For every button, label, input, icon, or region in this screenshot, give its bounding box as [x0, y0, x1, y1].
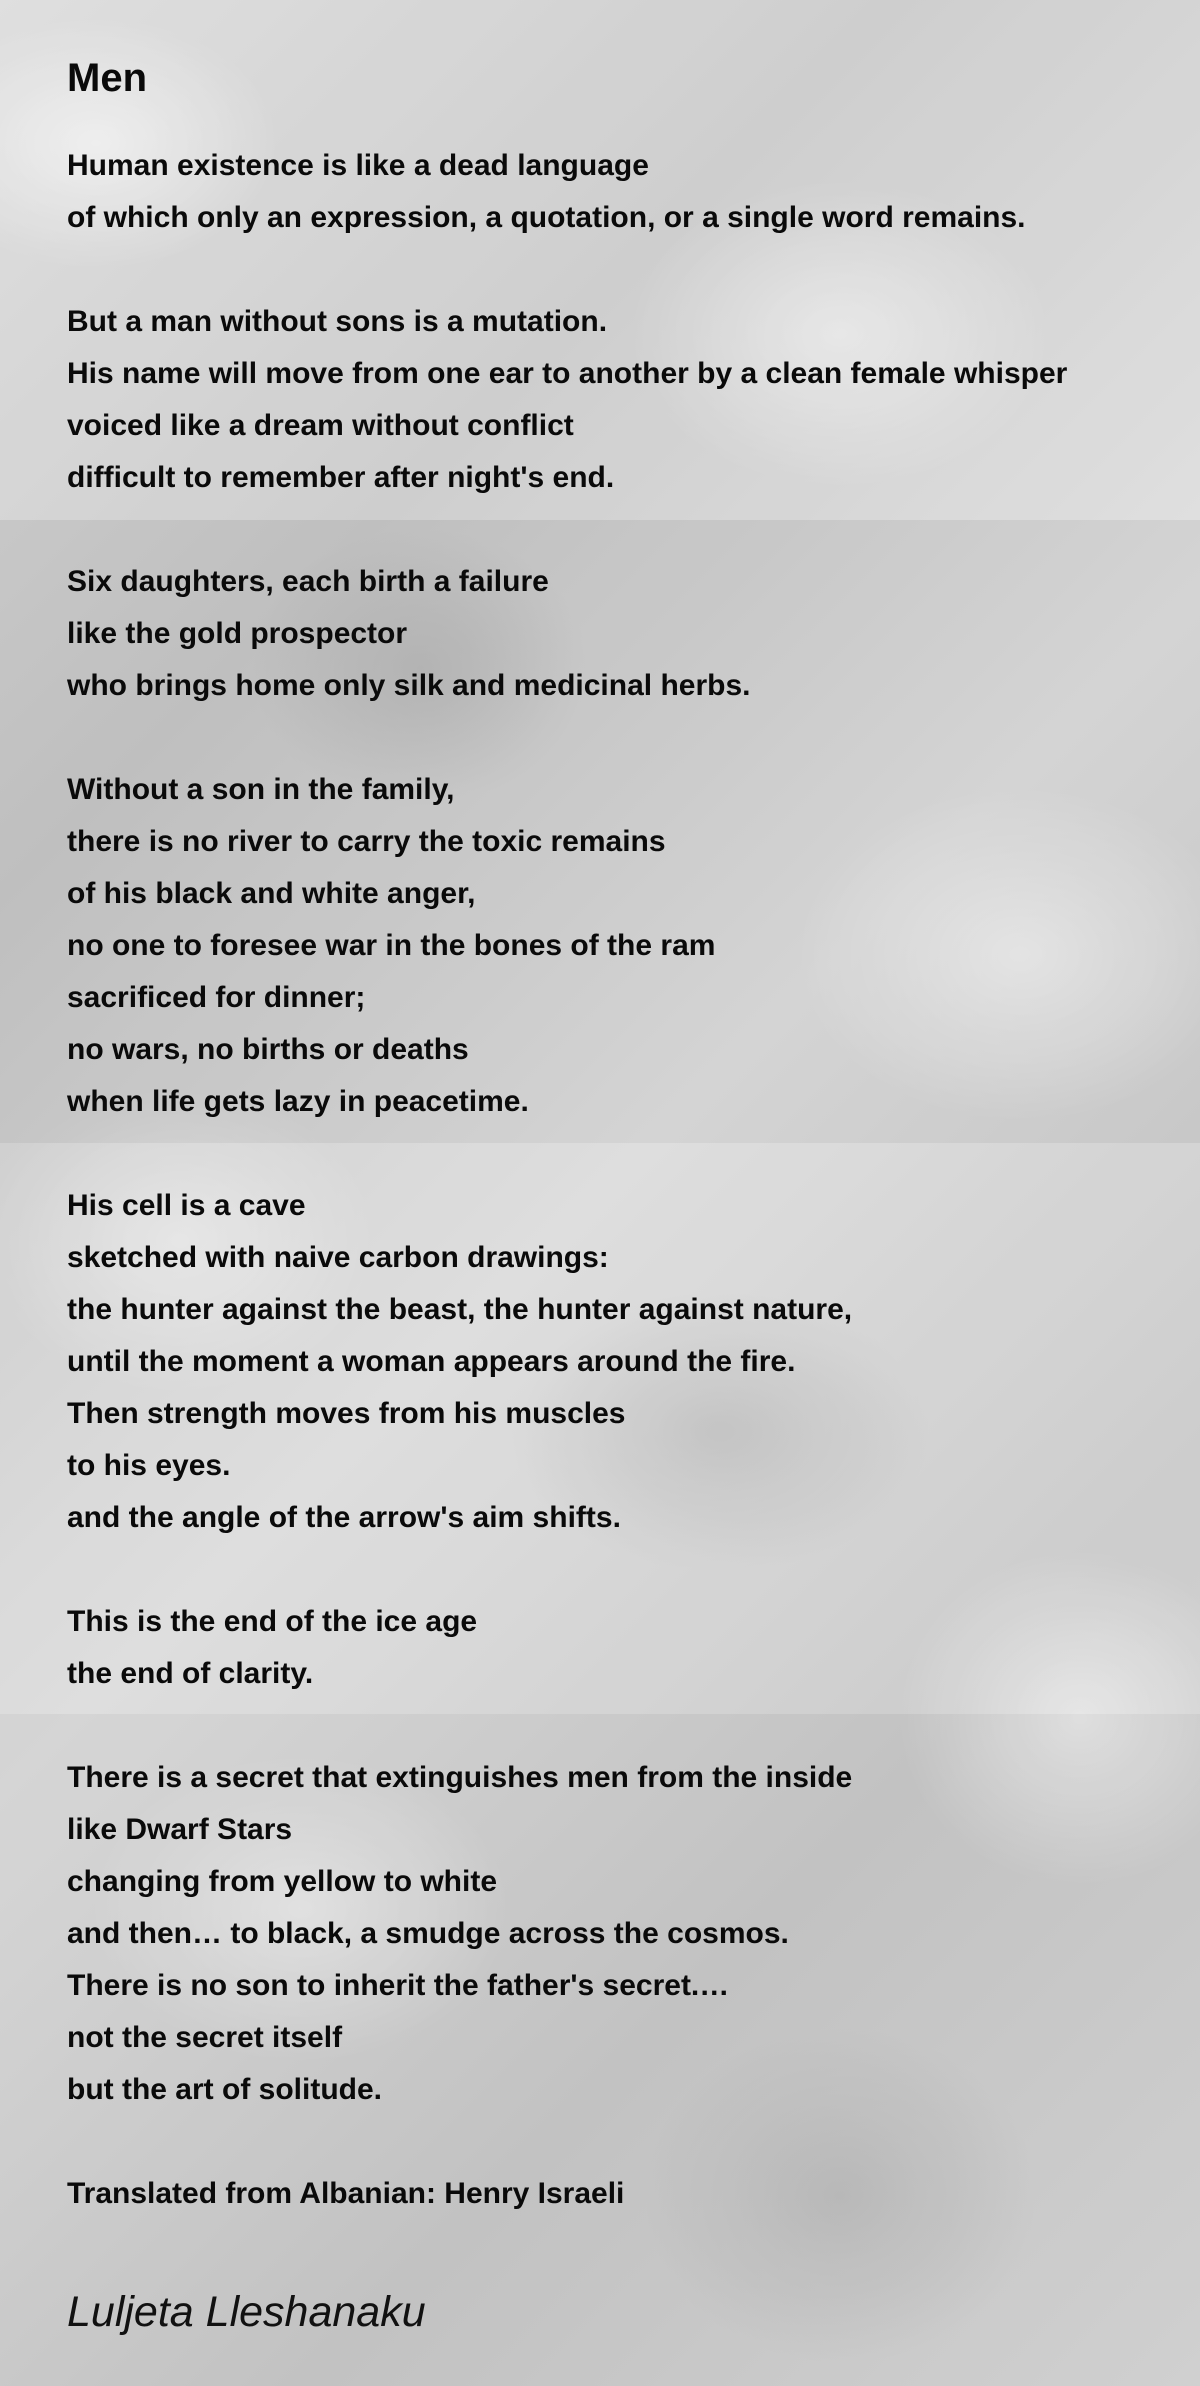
poem-line: difficult to remember after night's end. [67, 461, 615, 494]
poem-line: There is no son to inherit the father's secret.… [67, 1969, 730, 2002]
poem-line: sacrificed for dinner; [67, 981, 366, 1014]
stanza [67, 556, 1177, 712]
stanza [67, 296, 1177, 504]
poem-line: not the secret itself [67, 2021, 343, 2054]
poem-line: there is no river to carry the toxic remains [67, 825, 666, 858]
poem-line: no wars, no births or deaths [67, 1033, 469, 1066]
stanza [67, 1180, 1177, 1544]
stanza [67, 1596, 1177, 1700]
poem [67, 48, 1177, 2220]
poem-line: and the angle of the arrow's aim shifts. [67, 1501, 621, 1534]
poem-line: and then… to black, a smudge across the cosmos. [67, 1917, 789, 1950]
poem-line: voiced like a dream without conflict [67, 409, 574, 442]
poem-line: the hunter against the beast, the hunter against nature, [67, 1293, 853, 1326]
poem-line: There is a secret that extinguishes men from the inside [67, 1761, 853, 1794]
poem-line: who brings home only silk and medicinal herbs. [67, 669, 751, 702]
poem-line: to his eyes. [67, 1449, 231, 1482]
poem-line: Without a son in the family, [67, 773, 455, 806]
poem-line: Six daughters, each birth a failure [67, 565, 549, 598]
poem-line: changing from yellow to white [67, 1865, 498, 1898]
stanza [67, 1752, 1177, 2116]
poem-line: This is the end of the ice age [67, 1605, 478, 1638]
poem-line: Then strength moves from his muscles [67, 1397, 626, 1430]
poem-line: like the gold prospector [67, 617, 408, 650]
poem-line: but the art of solitude. [67, 2073, 382, 2106]
poem-line: of his black and white anger, [67, 877, 476, 910]
poem-line: But a man without sons is a mutation. [67, 305, 608, 338]
poem-line: until the moment a woman appears around the fire. [67, 1345, 796, 1378]
poem-line: His name will move from one ear to another by a clean female whisper [67, 357, 1068, 390]
author-name: Luljeta Lleshanaku [67, 2288, 426, 2336]
stanza [67, 140, 1177, 244]
poem-line: His cell is a cave [67, 1189, 306, 1222]
poem-title: Men [67, 56, 147, 100]
poem-line: no one to foresee war in the bones of the ram [67, 929, 716, 962]
poem-line: like Dwarf Stars [67, 1813, 293, 1846]
poem-line: when life gets lazy in peacetime. [67, 1085, 529, 1118]
stanza [67, 764, 1177, 1128]
poem-line: Human existence is like a dead language [67, 149, 649, 182]
translator-note: Translated from Albanian: Henry Israeli [67, 2177, 625, 2210]
poem-line: sketched with naive carbon drawings: [67, 1241, 609, 1274]
poem-line: of which only an expression, a quotation, or a single word remains. [67, 201, 1026, 234]
poem-line: the end of clarity. [67, 1657, 314, 1690]
